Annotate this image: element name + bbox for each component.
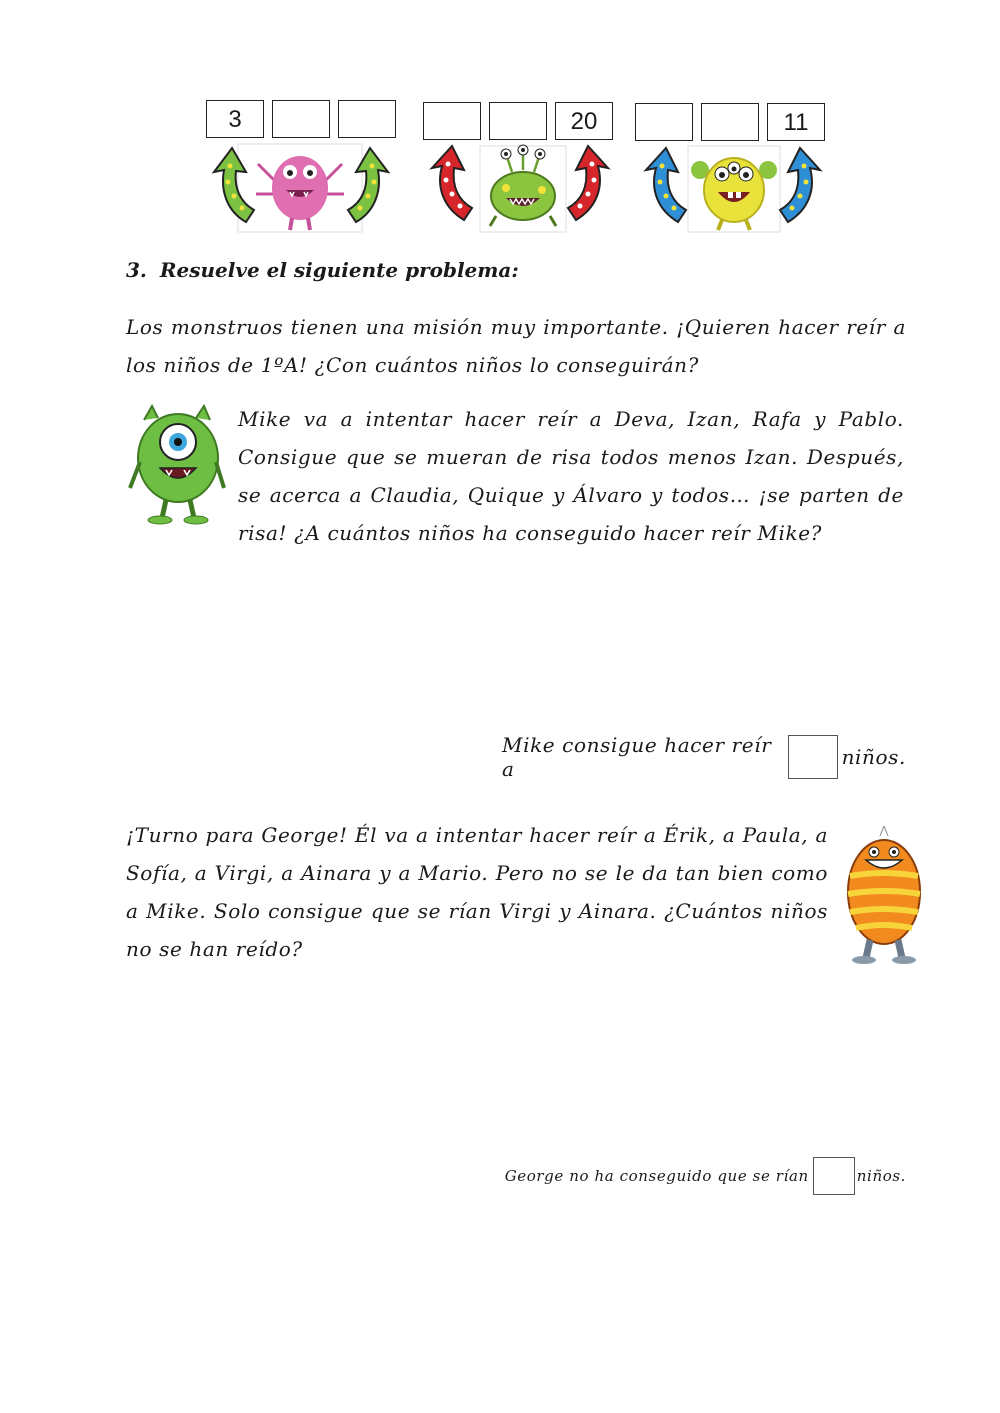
george-answer-line: [470, 1156, 906, 1196]
mike-answer-suffix: niños.: [841, 745, 906, 769]
mike-answer-line: [502, 734, 906, 780]
number-box[interactable]: 11: [767, 103, 825, 141]
mike-answer-box[interactable]: [788, 735, 838, 779]
number-box[interactable]: [489, 102, 547, 140]
number-box[interactable]: [701, 103, 759, 141]
blue-arrow-right-icon: [780, 148, 820, 222]
number-box[interactable]: 20: [555, 102, 613, 140]
problem-george-text: ¡Turno para George! Él va a intentar hacer reír a Érik, a Paula, a Sofía, a Virgi, a Ainara y a Mario. Pero no se le da tan bien como a Mike. Solo consigue que se rían Virgi y Ainara. ¿Cuántos niños no se han reído?: [126, 823, 828, 961]
george-monster-icon: [840, 826, 926, 966]
pink-monster-illustration: [206, 142, 396, 234]
george-answer-box[interactable]: [813, 1157, 855, 1195]
mike-answer-prefix: Mike consigue hacer reír a: [502, 733, 772, 781]
george-answer-prefix: George no ha conseguido que se rían: [504, 1167, 809, 1185]
section-number: 3.: [126, 258, 147, 282]
mike-monster-icon: [126, 402, 226, 526]
problem-mike-text: Mike va a intentar hacer reír a Deva, Izan, Rafa y Pablo. Consigue que se mueran de risa todos menos Izan. Después, se acerca a Claudia, Quique y Álvaro y todos… ¡se parten de risa! ¿A cuántos niños ha conseguido hacer reír Mike?: [238, 407, 904, 545]
red-arrow-right-icon: [568, 146, 608, 220]
number-box[interactable]: [338, 100, 396, 138]
number-box[interactable]: [423, 102, 481, 140]
blue-arrow-left-icon: [646, 148, 686, 222]
section-title: Resuelve el siguiente problema:: [159, 258, 519, 282]
number-box[interactable]: [272, 100, 330, 138]
section-heading: [126, 258, 519, 282]
intro-paragraph: Los monstruos tienen una misión muy importante. ¡Quieren hacer reír a los niños de 1ºA! ¿Con cuántos niños lo conseguirán?: [126, 315, 906, 377]
yellow-monster-illustration: [638, 142, 828, 234]
number-box[interactable]: 3: [206, 100, 264, 138]
george-answer-suffix: niños.: [856, 1167, 906, 1185]
red-arrow-left-icon: [432, 146, 472, 220]
green-monster-illustration: [428, 142, 613, 234]
number-box[interactable]: [635, 103, 693, 141]
